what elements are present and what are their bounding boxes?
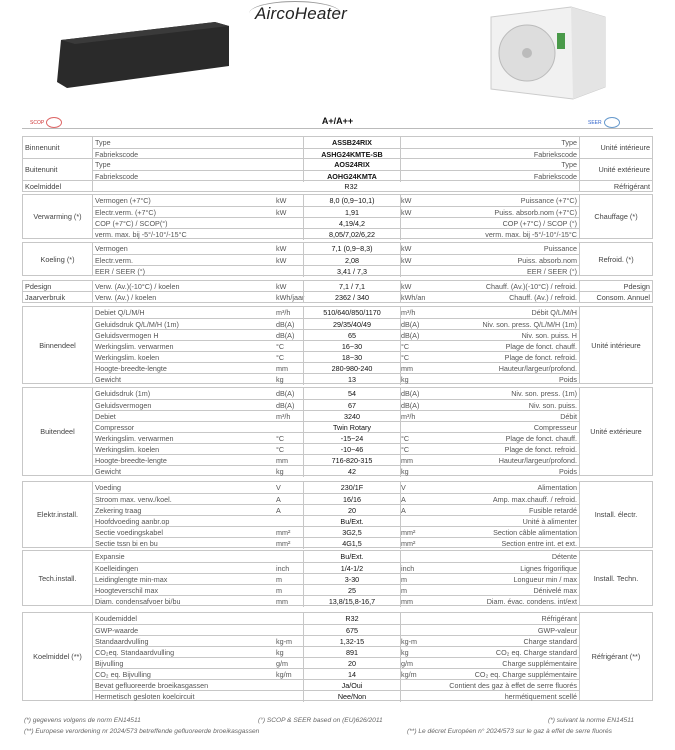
row-name: Fabriekscode: [95, 172, 139, 181]
row-name-fr: Réfrigérant: [541, 614, 577, 623]
row-name-fr: Niv. son. press. Q/L/M/H (1m): [482, 320, 577, 329]
row-value: 3240: [303, 411, 401, 422]
row-value: ASHG24KMTE-SB: [303, 149, 401, 160]
row-value: 510/640/850/1170: [303, 307, 401, 318]
seer-seal: SEER: [588, 117, 620, 128]
row-unit: m³/h: [276, 412, 291, 421]
section-label-fr: Réfrigérant (**): [579, 613, 652, 700]
table-row: [93, 137, 579, 148]
row-name-fr: hermétiquement scellé: [504, 692, 577, 701]
row-value: AOHG24KMTA: [303, 171, 401, 182]
row-name: Hoogte-breedte-lengte: [95, 456, 167, 465]
row-unit: kW: [276, 208, 287, 217]
row-unit: kW: [276, 282, 287, 291]
table-row: [93, 595, 579, 607]
footnote-fr-2: (**) Le décret Européen n° 2024/573 sur le gaz à effet de serre fluorés: [407, 728, 612, 735]
row-value: 16/16: [303, 494, 401, 505]
section-elektr: [22, 481, 653, 548]
table-row: [93, 690, 579, 702]
row-name: Sectie tssn bi en bu: [95, 539, 158, 548]
row-unit-fr: °C: [401, 342, 410, 351]
brand-logo: AircoHeater: [255, 4, 347, 24]
row-unit-fr: inch: [401, 564, 415, 573]
row-value: 7,1 (0,9~8,3): [303, 243, 401, 254]
section-label-fr: Consom. Annuel: [579, 292, 652, 302]
row-name: Werkingslim. koelen: [95, 353, 160, 362]
row-unit: kW: [276, 196, 287, 205]
row-name: Werkingslim. koelen: [95, 445, 160, 454]
row-unit-fr: dB(A): [401, 331, 420, 340]
row-name-fr: Niv. son. puiss.: [528, 401, 577, 410]
row-unit: °C: [276, 342, 285, 351]
row-name-fr: Fusible retardé: [529, 506, 577, 515]
row-name-fr: Puiss. absorb.nom (+7°C): [494, 208, 577, 217]
row-name-fr: Alimentation: [537, 483, 577, 492]
section-label-fr: Unité intérieure: [579, 307, 652, 383]
row-unit-fr: mm²: [401, 528, 416, 537]
table-row: [93, 243, 579, 254]
row-name-fr: EER / SEER (°): [526, 267, 577, 276]
row-value: 2362 / 340: [303, 292, 401, 303]
row-unit: mm²: [276, 539, 291, 548]
row-name-fr: Poids: [559, 467, 577, 476]
row-name: Verw. (Av.)(-10°C) / koelen: [95, 282, 180, 291]
row-name-fr: Plage de fonct. refroid.: [504, 353, 577, 362]
row-unit-fr: m: [401, 586, 407, 595]
row-name-fr: Plage de fonct. chauff.: [505, 434, 577, 443]
row-unit: mm: [276, 456, 288, 465]
table-row: [93, 388, 579, 399]
table-row: [93, 465, 579, 477]
row-unit-fr: kW: [401, 244, 412, 253]
row-value: 14: [303, 669, 401, 680]
row-value: 2,08: [303, 255, 401, 266]
row-value: 230/1F: [303, 482, 401, 493]
row-name: Werkingslim. verwarmen: [95, 434, 174, 443]
table-row: [93, 482, 579, 493]
row-unit: dB(A): [276, 389, 295, 398]
row-name-fr: CO₂ eq. Charge supplémentaire: [474, 670, 577, 679]
row-unit-fr: kg: [401, 375, 409, 384]
section-label: Koelmiddel (**): [23, 613, 93, 700]
row-name: Geluidsdruk Q/L/M/H (1m): [95, 320, 179, 329]
row-name: Hermetisch gesloten koelcircuit: [95, 692, 195, 701]
row-name-fr: Section entre int. et ext.: [501, 539, 577, 548]
row-value: Twin Rotary: [303, 422, 401, 433]
row-name-fr: Section câble alimentation: [493, 528, 577, 537]
row-unit-fr: mm: [401, 456, 413, 465]
row-unit: m: [276, 586, 282, 595]
row-unit-fr: kW: [401, 208, 412, 217]
row-value: Bu/Ext.: [303, 551, 401, 562]
section-label: Verwarming (*): [23, 195, 93, 238]
row-value: 29/35/40/49: [303, 319, 401, 330]
row-name: Koudemiddel: [95, 614, 137, 623]
row-name-fr: CO₂ eq. Charge standard: [495, 648, 577, 657]
row-value: 3G2,5: [303, 527, 401, 538]
row-name-fr: Charge standard: [523, 637, 577, 646]
row-name: COP (+7°C) / SCOP(°): [95, 219, 168, 228]
row-value: 3,41 / 7,3: [303, 266, 401, 277]
row-unit-fr: dB(A): [401, 401, 420, 410]
row-name: Bijvulling: [95, 659, 124, 668]
row-name-fr: verm. max. bij -5°/-10°/-15°C: [485, 230, 577, 239]
row-name-fr: GWP-valeur: [537, 626, 577, 635]
row-name-fr: Plage de fonct. refroid.: [504, 445, 577, 454]
table-row: [93, 613, 579, 624]
row-value: 4G1,5: [303, 538, 401, 549]
row-name-fr: Compresseur: [533, 423, 577, 432]
row-name: Vermogen (+7°C): [95, 196, 151, 205]
row-unit: dB(A): [276, 331, 295, 340]
row-unit-fr: mm: [401, 364, 413, 373]
row-unit-fr: g/m: [401, 659, 413, 668]
section-label-fr: Unité extérieure: [579, 388, 652, 475]
row-name: Stroom max. verw./koel.: [95, 495, 172, 504]
row-unit: kW: [276, 244, 287, 253]
row-name: EER / SEER (°): [95, 267, 146, 276]
row-value: 4,19/4,2: [303, 218, 401, 229]
row-name: Sectie voedingskabel: [95, 528, 163, 537]
row-unit-fr: kW: [401, 256, 412, 265]
row-name: Koelleidingen: [95, 564, 139, 573]
row-name: Electr.verm. (+7°C): [95, 208, 156, 217]
row-name-fr: Dénivelé max: [533, 586, 577, 595]
row-unit: kW: [276, 256, 287, 265]
row-name-fr: Chauff. (Av.)(-10°C) / refroid.: [485, 282, 577, 291]
row-value: R32: [344, 182, 358, 191]
row-name: Voeding: [95, 483, 121, 492]
row-name-fr: Détente: [551, 552, 577, 561]
row-value: 1/4-1/2: [303, 563, 401, 574]
row-name: Geluidsvermogen H: [95, 331, 159, 340]
header: [0, 0, 675, 118]
row-unit: kg: [276, 467, 284, 476]
section-label: Buitendeel: [23, 388, 93, 475]
row-name-fr: Fabriekscode: [533, 172, 577, 181]
row-name-fr: Longueur min / max: [513, 575, 577, 584]
table-row: [93, 195, 579, 206]
row-value: Bu/Ext.: [303, 516, 401, 527]
row-name: Hoogte-breedte-lengte: [95, 364, 167, 373]
row-name: Werkingslim. verwarmen: [95, 342, 174, 351]
row-name-fr: Lignes frigorifique: [520, 564, 577, 573]
section-binnenunit: [22, 136, 653, 159]
section-label: Koeling (*): [23, 243, 93, 275]
row-name-fr: Hauteur/largeur/profond.: [498, 456, 577, 465]
row-name-fr: Débit: [560, 412, 577, 421]
row-value: 13,8/15,8-16,7: [303, 596, 401, 607]
row-name: verm. max. bij -5°/-10°/-15°C: [95, 230, 187, 239]
row-unit-fr: dB(A): [401, 389, 420, 398]
row-name: Fabriekscode: [95, 150, 139, 159]
row-value: 716-820-315: [303, 455, 401, 466]
row-name-fr: Hauteur/largeur/profond.: [498, 364, 577, 373]
row-unit-fr: m³/h: [401, 308, 416, 317]
table-row: [93, 159, 579, 170]
row-unit-fr: dB(A): [401, 320, 420, 329]
row-value: Ja/Oui: [303, 680, 401, 691]
row-unit: °C: [276, 445, 285, 454]
row-value: 3-30: [303, 574, 401, 585]
section-koeling: [22, 242, 653, 276]
row-name: Electr.verm.: [95, 256, 133, 265]
row-name-fr: Diam. évac. condens. int/ext: [486, 597, 577, 606]
section-binnendeel: [22, 306, 653, 384]
indoor-unit-image: [55, 22, 230, 88]
row-name-fr: Plage de fonct. chauff.: [505, 342, 577, 351]
row-value: ASSB24RIX: [303, 137, 401, 148]
section-label: Binnenunit: [23, 137, 93, 158]
table-row: [93, 181, 579, 192]
row-name: CO₂ eq. Bijvulling: [95, 670, 151, 679]
row-value: 8,05/7,02/6,22: [303, 229, 401, 240]
section-label-fr: Unité extérieure: [579, 159, 652, 180]
table-row: [93, 373, 579, 385]
row-name: Expansie: [95, 552, 125, 561]
row-unit: mm: [276, 364, 288, 373]
row-name: Type: [95, 138, 111, 147]
footnote-nl-2: (**) Europese verordening nr 2024/573 betreffende gefluoreerde broeikasgassen: [24, 728, 260, 735]
row-name: Type: [95, 160, 111, 169]
section-label: Pdesign: [23, 281, 93, 291]
table-row: [93, 551, 579, 562]
section-label-fr: Install. Techn.: [579, 551, 652, 605]
row-name: Debiet Q/L/M/H: [95, 308, 145, 317]
row-value: 42: [303, 466, 401, 477]
row-name-fr: Fabriekscode: [533, 150, 577, 159]
row-unit: A: [276, 495, 281, 504]
table-row: [93, 537, 579, 549]
row-name: Geluidsdruk (1m): [95, 389, 151, 398]
row-unit: inch: [276, 564, 290, 573]
row-unit: A: [276, 506, 281, 515]
table-row: [93, 292, 579, 303]
section-tech: [22, 550, 653, 606]
row-value: 1,91: [303, 207, 401, 218]
row-value: 20: [303, 658, 401, 669]
row-name: Geluidsvermogen: [95, 401, 152, 410]
row-name-fr: Puiss. absorb.nom: [517, 256, 577, 265]
row-value: 8,0 (0,9~10,1): [303, 195, 401, 206]
footnote-fr: (*) suivant la norme EN14511: [548, 717, 635, 724]
row-name-fr: Niv. son. press. (1m): [511, 389, 577, 398]
row-unit: kg/m: [276, 670, 292, 679]
section-label-fr: Refroid. (*): [579, 243, 652, 275]
row-unit: m³/h: [276, 308, 291, 317]
section-buitenunit: [22, 158, 653, 181]
row-unit-fr: kg/m: [401, 670, 417, 679]
row-unit-fr: kg: [401, 648, 409, 657]
row-unit-fr: °C: [401, 445, 410, 454]
row-unit-fr: kW: [401, 282, 412, 291]
row-name: Debiet: [95, 412, 116, 421]
row-unit-fr: V: [401, 483, 406, 492]
row-unit: dB(A): [276, 320, 295, 329]
section-koelmiddel_top: [22, 180, 653, 192]
row-name: Vermogen: [95, 244, 128, 253]
row-name: Hoogteverschil max: [95, 586, 159, 595]
section-jaarverbruik: [22, 291, 653, 303]
section-verwarming: [22, 194, 653, 239]
row-name: Verw. (Av.) / koelen: [95, 293, 157, 302]
row-name-fr: Charge supplémentaire: [502, 659, 577, 668]
table-row: [93, 307, 579, 318]
row-name-fr: Puissance: [543, 244, 577, 253]
section-label: Binnendeel: [23, 307, 93, 383]
section-label-fr: Pdesign: [579, 281, 652, 291]
section-label-fr: Unité intérieure: [579, 137, 652, 158]
row-name-fr: Contient des gaz à effet de serre fluorés: [449, 681, 577, 690]
section-label: Jaarverbruik: [23, 292, 93, 302]
row-value: 65: [303, 330, 401, 341]
scop-seal: SCOP: [30, 117, 62, 128]
row-unit-fr: m³/h: [401, 412, 416, 421]
row-value: 1,32-15: [303, 636, 401, 647]
footnote-nl: (*) gegevens volgens de norm EN14511: [24, 717, 141, 724]
row-unit: kg: [276, 648, 284, 657]
row-unit-fr: °C: [401, 434, 410, 443]
row-unit-fr: kWh/an: [401, 293, 426, 302]
row-name-fr: Poids: [559, 375, 577, 384]
section-label: Tech.install.: [23, 551, 93, 605]
row-name-fr: Unité à alimenter: [522, 517, 577, 526]
section-buitendeel: [22, 387, 653, 476]
table-row: [93, 228, 579, 240]
section-label: Buitenunit: [23, 159, 93, 180]
row-unit: V: [276, 483, 281, 492]
row-value: -10~46: [303, 444, 401, 455]
outdoor-unit-image: [487, 5, 607, 102]
row-unit-fr: mm²: [401, 539, 416, 548]
section-label-fr: Réfrigérant: [579, 181, 652, 191]
row-unit: kg-m: [276, 637, 292, 646]
row-name: GWP-waarde: [95, 626, 139, 635]
row-value: R32: [303, 613, 401, 624]
row-value: 54: [303, 388, 401, 399]
row-name-fr: Type: [561, 138, 577, 147]
row-unit: mm²: [276, 528, 291, 537]
table-row: [93, 265, 579, 277]
row-name-fr: COP (+7°C) / SCOP (°): [502, 219, 577, 228]
row-unit: kWh/jaar: [276, 293, 305, 302]
row-value: -15~24: [303, 433, 401, 444]
row-value: 67: [303, 400, 401, 411]
row-unit: dB(A): [276, 401, 295, 410]
row-value: 20: [303, 505, 401, 516]
section-label-fr: Install. électr.: [579, 482, 652, 547]
section-label: Koelmiddel: [23, 181, 93, 191]
row-name: Zekering traag: [95, 506, 142, 515]
row-name-fr: Amp. max.chauff. / refroid.: [492, 495, 577, 504]
row-unit: °C: [276, 434, 285, 443]
row-name: Hoofdvoeding aanbr.op: [95, 517, 170, 526]
row-name: Compressor: [95, 423, 135, 432]
row-value: 25: [303, 585, 401, 596]
row-name: Bevat gefluoreerde broeikasgassen: [95, 681, 209, 690]
row-value: 7,1 / 7,1: [303, 281, 401, 292]
row-value: 280-980-240: [303, 363, 401, 374]
section-koelmiddel: [22, 612, 653, 701]
row-name: Standaardvulling: [95, 637, 149, 646]
row-unit-fr: m: [401, 575, 407, 584]
row-name: CO₂eq. Standaardvulling: [95, 648, 175, 657]
row-unit: kg: [276, 375, 284, 384]
row-unit: °C: [276, 353, 285, 362]
section-label: Elektr.install.: [23, 482, 93, 547]
row-unit: m: [276, 575, 282, 584]
row-name: Gewicht: [95, 467, 121, 476]
row-name: Leidinglengte min-max: [95, 575, 168, 584]
row-value: Nee/Non: [303, 691, 401, 702]
row-unit: g/m: [276, 659, 288, 668]
row-name-fr: Puissance (+7°C): [520, 196, 577, 205]
row-unit-fr: A: [401, 506, 406, 515]
row-name: Diam. condensafvoer bi/bu: [95, 597, 181, 606]
row-unit-fr: °C: [401, 353, 410, 362]
section-label-fr: Chauffage (*): [579, 195, 652, 238]
energy-class: A+/A++: [321, 116, 354, 126]
row-value: 675: [303, 625, 401, 636]
row-value: 891: [303, 647, 401, 658]
row-name-fr: Type: [561, 160, 577, 169]
row-value: AOS24RIX: [303, 159, 401, 170]
row-value: 16~30: [303, 341, 401, 352]
row-value: 13: [303, 374, 401, 385]
row-unit-fr: A: [401, 495, 406, 504]
row-name-fr: Niv. son. puiss. H: [521, 331, 577, 340]
row-name-fr: Débit Q/L/M/H: [531, 308, 577, 317]
row-value: 18~30: [303, 352, 401, 363]
row-unit-fr: kg-m: [401, 637, 417, 646]
row-unit-fr: kg: [401, 467, 409, 476]
row-unit-fr: mm: [401, 597, 413, 606]
row-name-fr: Chauff. (Av.) / refroid.: [509, 293, 577, 302]
footnote-scop: (°) SCOP & SEER based on (EU)626/2011: [258, 717, 383, 724]
row-name: Gewicht: [95, 375, 121, 384]
row-unit-fr: kW: [401, 196, 412, 205]
row-unit: mm: [276, 597, 288, 606]
divider: [22, 128, 653, 129]
